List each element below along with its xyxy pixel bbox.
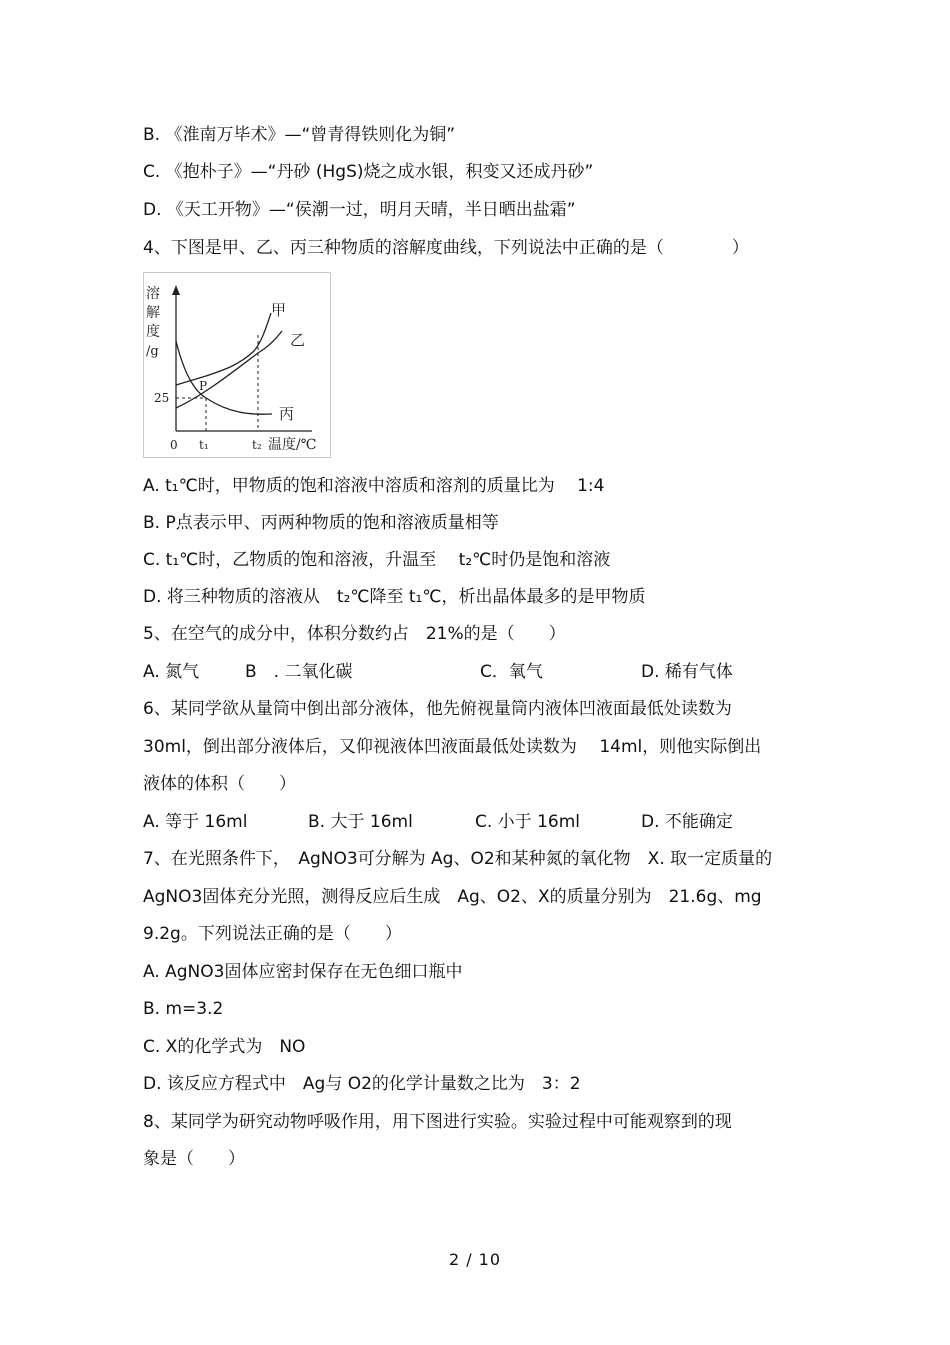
q8-line-1: 8、某同学为研究动物呼吸作用，用下图进行实验。实验过程中可能观察到的现 xyxy=(143,1112,732,1132)
page-number: 2 / 10 xyxy=(448,1250,502,1269)
ylabel-2: 解 xyxy=(146,305,160,321)
q5-stem: 5、在空气的成分中，体积分数约占 21%的是（ ） xyxy=(143,624,566,644)
q5-option-a: A. 氮气 xyxy=(143,662,200,682)
q7-line-1: 7、在光照条件下， AgNO3可分解为 Ag、O2和某种氮的氧化物 X. 取一定质量的 xyxy=(143,849,773,869)
q4-stem: 4、下图是甲、乙、丙三种物质的溶解度曲线，下列说法中正确的是（ ） xyxy=(143,238,749,258)
series-label-bing: 丙 xyxy=(279,405,295,423)
q5-option-d: D. 稀有气体 xyxy=(641,662,733,682)
solubility-curve-svg xyxy=(144,273,330,457)
q4-option-b: B. P点表示甲、丙两种物质的饱和溶液质量相等 xyxy=(143,513,499,533)
q3-option-b: B. 《淮南万毕术》—“曾青得铁则化为铜” xyxy=(143,125,456,145)
q6-line-1: 6、某同学欲从量筒中倒出部分液体，他先俯视量筒内液体凹液面最低处读数为 xyxy=(143,699,732,719)
y-tick-25: 25 xyxy=(154,391,170,405)
q7-option-b: B. m=3.2 xyxy=(143,999,224,1019)
q6-option-d: D. 不能确定 xyxy=(641,812,733,832)
x-tick-t1: t₁ xyxy=(199,438,209,452)
y-axis-arrow xyxy=(172,285,180,295)
q6-option-c: C. 小于 16ml xyxy=(475,812,580,832)
series-label-yi: 乙 xyxy=(290,331,306,349)
q6-option-a: A. 等于 16ml xyxy=(143,812,248,832)
q3-option-d: D. 《天工开物》—“侯潮一过，明月天晴，半日晒出盐霜” xyxy=(143,200,576,220)
point-p-label: P xyxy=(199,379,208,393)
curve-yi xyxy=(176,331,282,408)
ylabel-3: 度 xyxy=(146,324,160,340)
q8-line-2: 象是（ ） xyxy=(143,1149,245,1169)
q5-option-b: B . 二氧化碳 xyxy=(245,662,353,682)
ylabel-4: /g xyxy=(146,344,159,359)
solubility-curve-figure xyxy=(143,272,331,458)
q3-option-c: C. 《抱朴子》—“丹砂 (HgS)烧之成水银，积变又还成丹砂” xyxy=(143,162,594,182)
q4-option-c: C. t₁℃时，乙物质的饱和溶液，升温至 t₂℃时仍是饱和溶液 xyxy=(143,550,611,570)
q7-option-d: D. 该反应方程式中 Ag与 O2的化学计量数之比为 3：2 xyxy=(143,1074,581,1094)
q7-line-3: 9.2g。下列说法正确的是（ ） xyxy=(143,924,402,944)
q4-option-a: A. t₁℃时，甲物质的饱和溶液中溶质和溶剂的质量比为 1:4 xyxy=(143,476,605,496)
x-axis-label: 温度/℃ xyxy=(268,437,317,453)
q6-line-3: 液体的体积（ ） xyxy=(143,774,296,794)
q6-option-b: B. 大于 16ml xyxy=(308,812,413,832)
series-label-jia: 甲 xyxy=(271,301,287,319)
x-tick-t2: t₂ xyxy=(252,438,262,452)
q6-options-row xyxy=(143,810,843,834)
q4-option-d: D. 将三种物质的溶液从 t₂℃降至 t₁℃，析出晶体最多的是甲物质 xyxy=(143,587,646,607)
q7-option-a: A. AgNO3固体应密封保存在无色细口瓶中 xyxy=(143,962,463,982)
ylabel-1: 溶 xyxy=(146,286,160,302)
q7-line-2: AgNO3固体充分光照，测得反应后生成 Ag、O2、X的质量分别为 21.6g、mg xyxy=(143,887,762,907)
q6-line-2: 30ml，倒出部分液体后，又仰视液体凹液面最低处读数为 14ml，则他实际倒出 xyxy=(143,737,762,757)
q5-options-row xyxy=(143,660,843,684)
q5-option-c: C．氧气 xyxy=(480,662,543,682)
curve-jia xyxy=(176,313,271,385)
origin-label: 0 xyxy=(170,438,178,452)
q7-option-c: C. X的化学式为 NO xyxy=(143,1037,306,1057)
